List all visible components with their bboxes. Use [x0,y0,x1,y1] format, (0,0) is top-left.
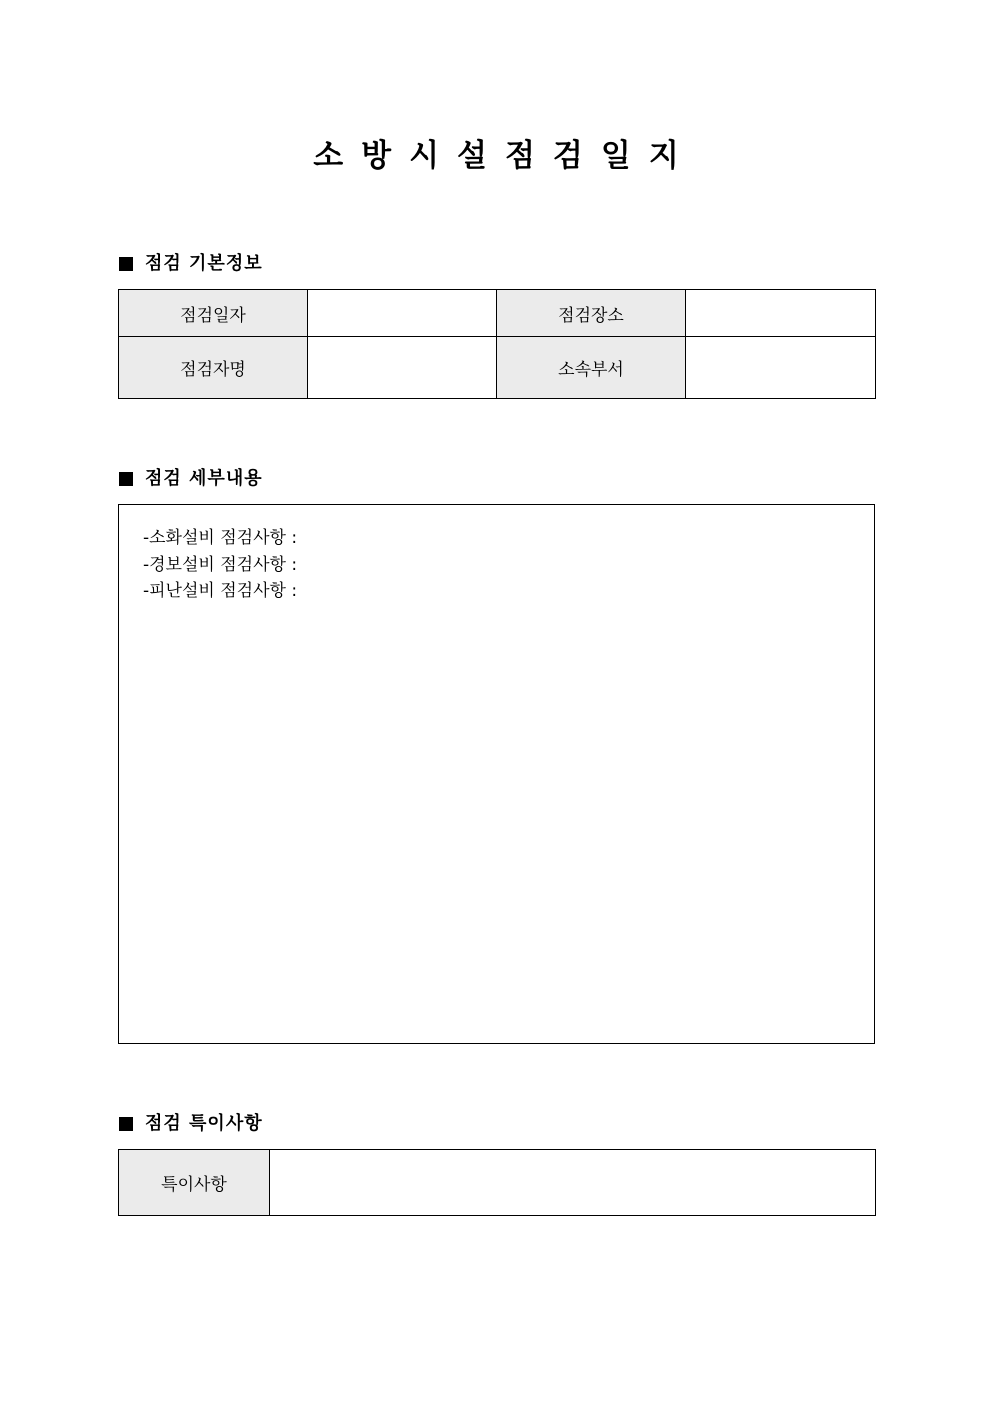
field-value-department[interactable] [686,337,876,399]
detail-line-evacuation: -피난설비 점검사항 : [143,581,298,601]
section-heading-label: 점검 특이사항 [145,1113,263,1134]
field-label-inspection-date: 점검일자 [119,290,308,337]
field-label-inspector-name: 점검자명 [119,337,308,399]
basic-info-table [118,289,876,399]
section-heading-remarks [119,1112,263,1136]
section-heading-label: 점검 세부내용 [145,468,263,489]
section-heading-basic-info [119,252,263,276]
field-label-department: 소속부서 [497,337,686,399]
detail-line-alarm: -경보설비 점검사항 : [143,554,298,575]
field-value-inspection-date[interactable] [308,290,497,337]
field-label-remarks: 특이사항 [119,1150,270,1216]
remarks-table [118,1149,876,1216]
table-row [119,1150,876,1216]
field-value-inspector-name[interactable] [308,337,497,399]
table-row [119,290,876,337]
details-text-area[interactable] [118,504,875,1044]
bullet-square-icon [119,1117,133,1131]
detail-line-fire-extinguishing: -소화설비 점검사항 : [143,528,298,548]
section-heading-label: 점검 기본정보 [145,253,263,274]
bullet-square-icon [119,472,133,486]
section-heading-details [119,467,263,491]
field-value-inspection-location[interactable] [686,290,876,337]
field-value-remarks[interactable] [270,1150,876,1216]
bullet-square-icon [119,257,133,271]
field-label-inspection-location: 점검장소 [497,290,686,337]
table-row [119,337,876,399]
document-title: 소방시설점검일지 [313,138,697,174]
